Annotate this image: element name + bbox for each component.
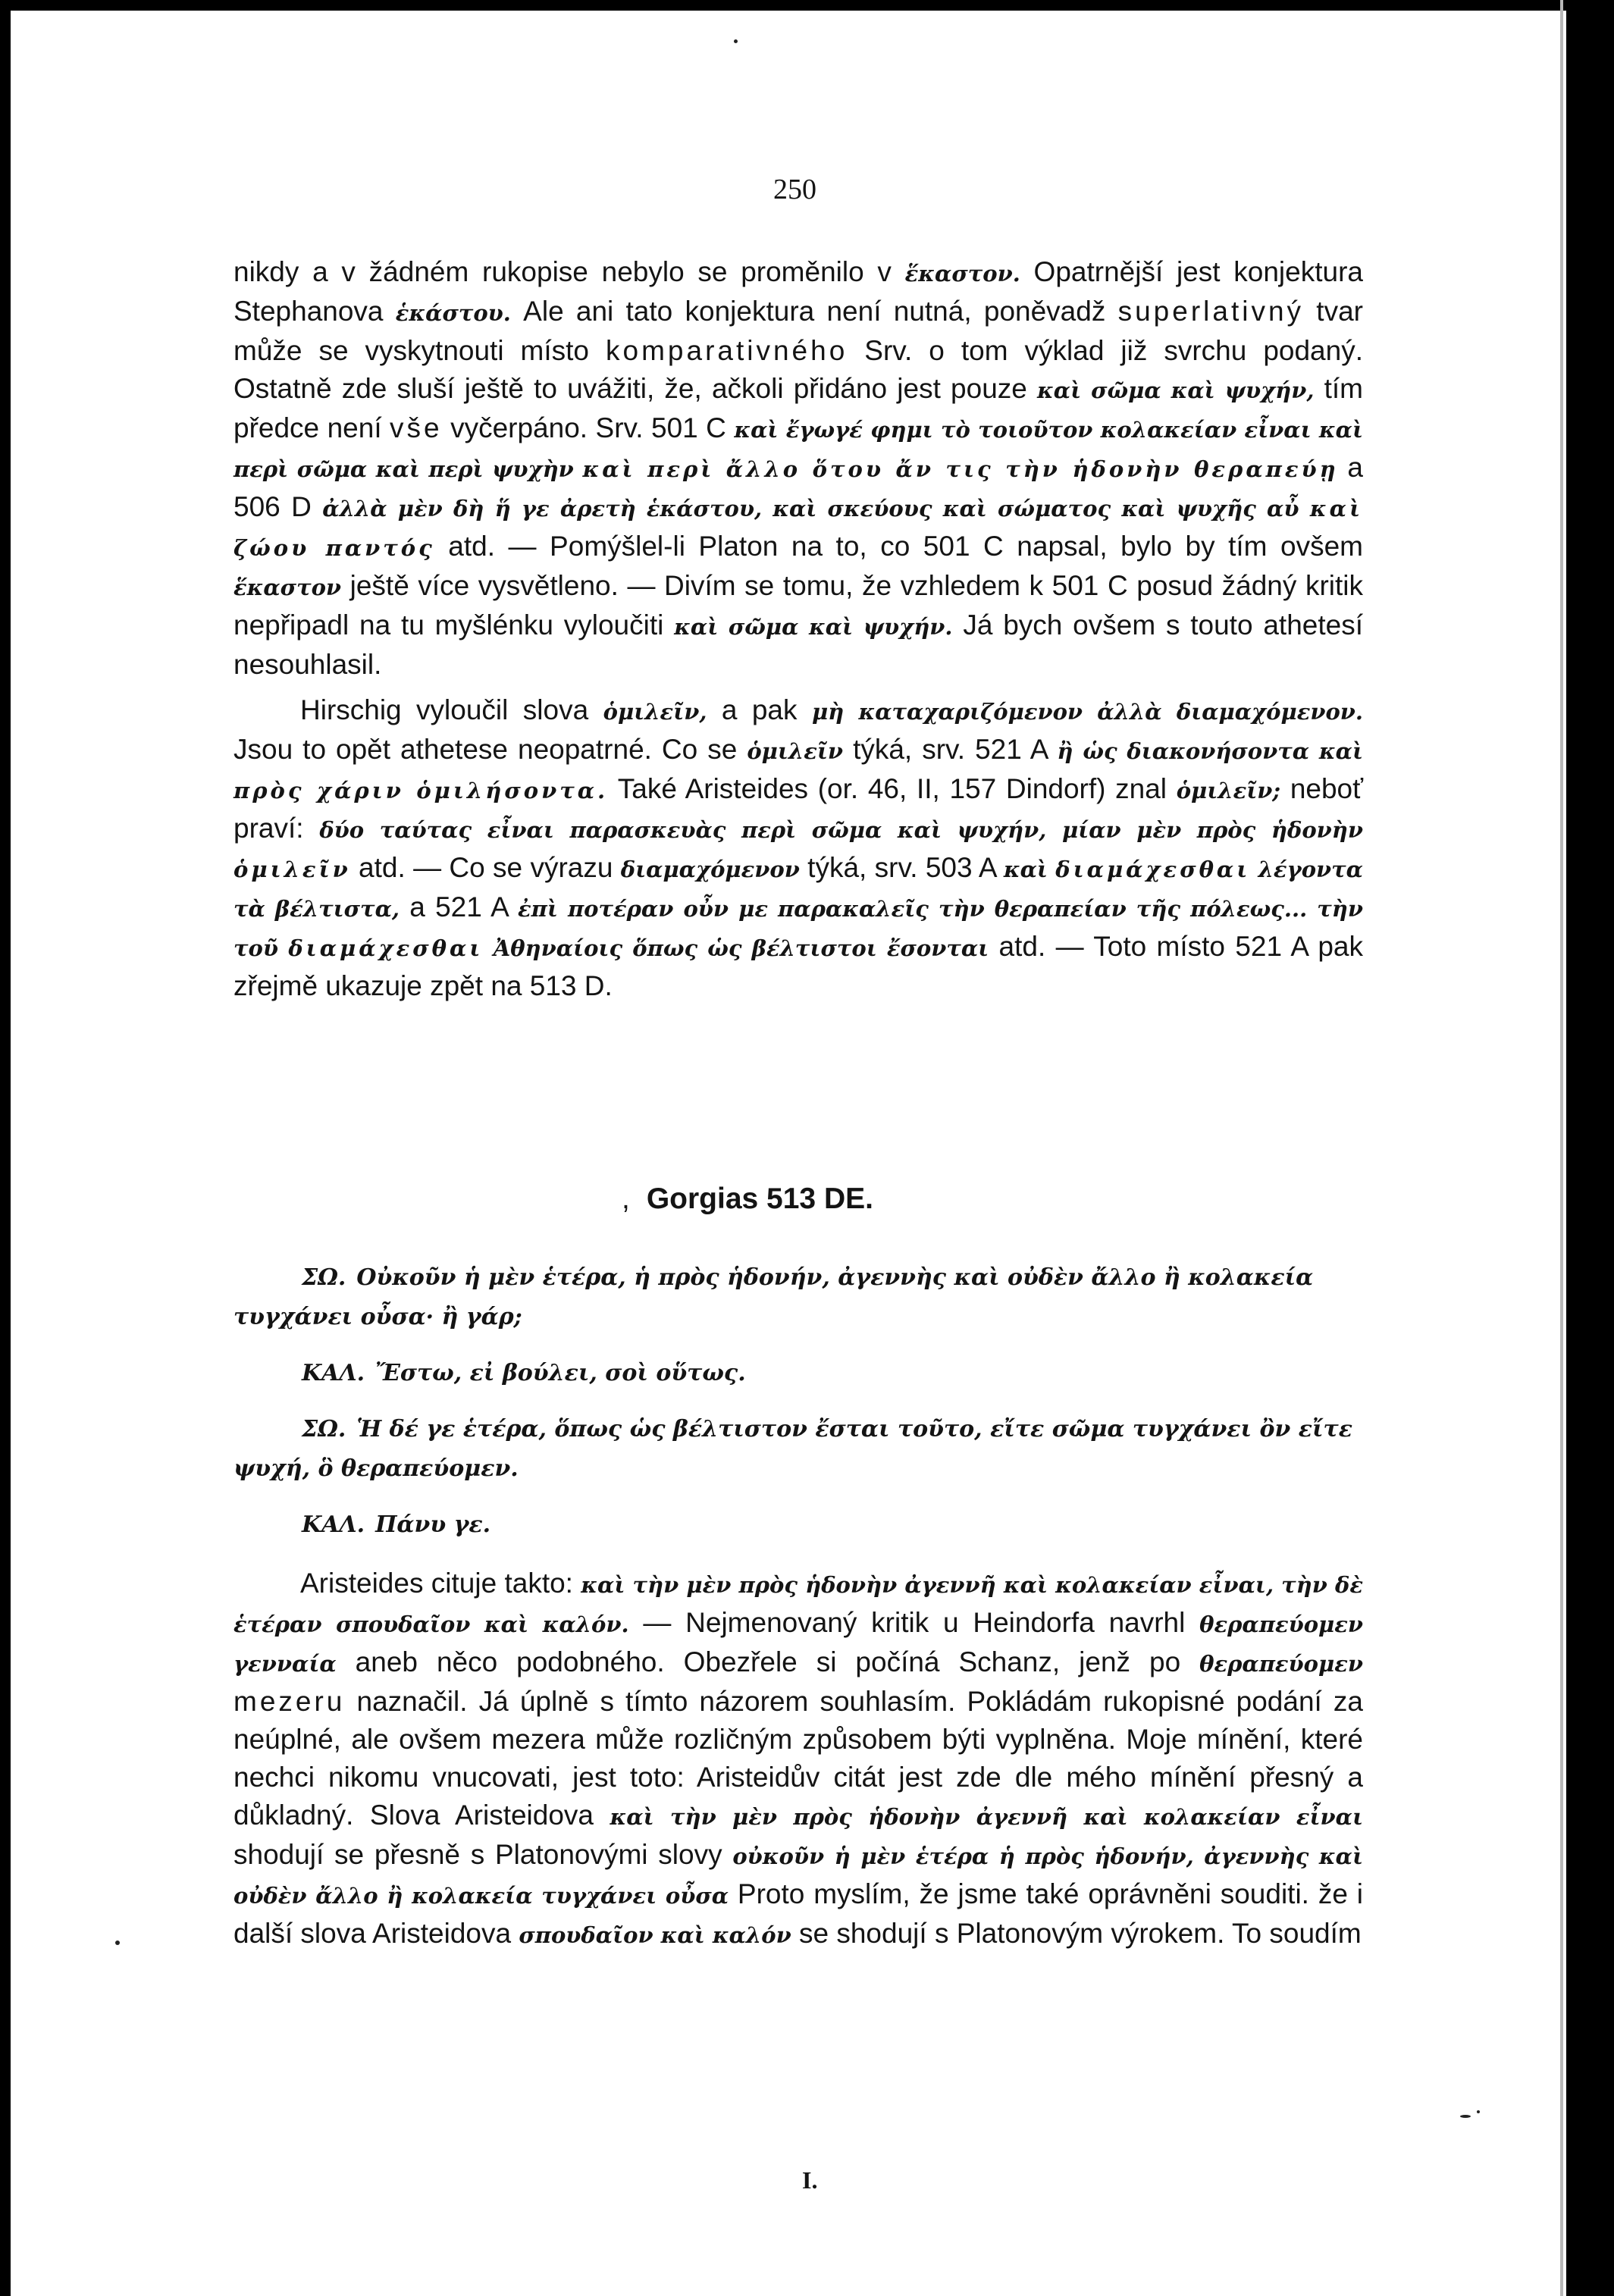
text-run: a 521 A xyxy=(400,891,518,922)
text-run xyxy=(574,452,583,483)
greek-quote: καὶ ἔγωγέ φημι τὸ τοιοῦτον κολακείαν εἶναι καὶ περὶ σῶμα καὶ περὶ ψυχὴν xyxy=(233,417,1363,482)
page-number: 250 xyxy=(773,174,816,205)
scan-speck xyxy=(115,1940,120,1945)
dialogue-line xyxy=(233,1410,1363,1489)
paragraph-2 xyxy=(233,691,1363,1005)
text-run xyxy=(1299,491,1310,522)
emphasis-spaced: mezeru xyxy=(233,1686,346,1717)
text-run: aneb něco podobného. Obezřele si počíná Schanz, jenž po xyxy=(336,1646,1200,1677)
text-run: shodují se přesně s Platonovými slovy xyxy=(233,1839,733,1870)
text-run: Aristeides cituje takto: xyxy=(300,1568,581,1599)
greek-quote: καὶ τὴν μὲν πρὸς ἡδονὴν ἀγεννῆ καὶ κολακείαν εἶναι, τὴν δὲ ἑτέραν σπουδαῖον καὶ καλόν. xyxy=(233,1572,1363,1637)
greek-quote: Ἀθηναίοις ὅπως ὡς βέλτιστοι ἔσονται xyxy=(493,935,989,961)
text-run: Ale ani tato konjektura není nutná, poněvadž xyxy=(510,296,1118,327)
greek-quote-spaced: καὶ ζώου παντός xyxy=(233,496,1363,561)
greek-quote: δύο ταύτας εἶναι παρασκευὰς περὶ σῶμα καὶ ψυχήν, μίαν μὲν πρὸς ἡδονὴν xyxy=(319,817,1363,843)
emphasis-spaced: vše xyxy=(390,412,443,443)
emphasis-spaced: komparativného xyxy=(606,335,848,366)
text-run: tvar může se vyskytnouti místo xyxy=(233,296,1363,366)
text-run xyxy=(278,931,288,962)
body-text xyxy=(233,253,1363,1005)
text-run: Hirschig vyloučil slova xyxy=(300,694,603,725)
text-run: nikdy a v žádném rukopise nebylo se proměnilo v xyxy=(233,256,905,287)
text-run: ještě více vysvětleno. — Divím se tomu, že vzhledem k 501 C posud žádný kritik nepřipadl na tu myšlénku vyloučiti xyxy=(233,570,1363,641)
greek-quote: καὶ σῶμα καὶ ψυχήν, xyxy=(1037,377,1315,403)
text-run: a pak xyxy=(707,694,812,725)
dialogue-text: Οὐκοῦν ἡ μὲν ἑτέρα, ἡ πρὸς ἡδονήν, ἀγεννὴς καὶ οὐδὲν ἄλλο ἢ κολακεία τυγχάνει οὖσα· ἢ γάρ; xyxy=(233,1264,1314,1330)
greek-quote: μὴ καταχαριζόμενον ἀλλὰ διαμαχόμενον. xyxy=(811,699,1364,725)
dialogue-speaker: ΚΑΛ. xyxy=(302,1511,365,1538)
greek-quote-spaced: διαμάχεσθαι xyxy=(288,935,484,961)
greek-quote: ἐπὶ ποτέραν οὖν με παρακαλεῖς τὴν θεραπείαν τῆς πόλεως... τὴν τοῦ xyxy=(233,896,1364,961)
body-text-2 xyxy=(233,1565,1363,1954)
signature-mark: I. xyxy=(802,2166,818,2194)
paragraph-1 xyxy=(233,253,1363,684)
text-run: Jsou to opět athetese neopatrné. Co se xyxy=(233,734,747,765)
scan-border-right xyxy=(1566,0,1614,2296)
greek-quote: καὶ τὴν μὲν πρὸς ἡδονὴν ἀγεννῆ καὶ κολακείαν εἶναι xyxy=(610,1804,1363,1830)
text-run: Srv. o tom výklad již svrchu podaný. Ostatně zde sluší ještě to uvážiti, že, ačkoli přidáno jest pouze xyxy=(233,335,1363,404)
emphasis-spaced: superlativný xyxy=(1117,296,1305,327)
greek-quote: καὶ xyxy=(1003,857,1048,882)
greek-quote-spaced: διαμάχεσθαι xyxy=(1055,857,1251,882)
greek-quote-spaced: ὁμιλεῖν xyxy=(233,857,351,882)
greek-quote: ὁμιλεῖν; xyxy=(1176,778,1281,803)
dialogue-text: Πάνυ γε. xyxy=(375,1511,491,1538)
text-run: Také Aristeides (or. 46, II, 157 Dindorf) znal xyxy=(608,773,1177,804)
text-run xyxy=(483,931,493,962)
text-run: naznačil. Já úplně s tímto názorem souhlasím. Pokládám rukopisné podání za neúplné, ale ovšem mezera může rozličným způsobem býti vyplněna. Moje mínění, které nechci nikomu vnucovati, jest toto: Aristeidův citát jest zde dle mého mínění přesný a důkladný. Slova Aristeidova xyxy=(233,1686,1363,1831)
text-run xyxy=(1048,852,1055,883)
greek-quote: οὐκοῦν ἡ μὲν ἑτέρα ἡ πρὸς ἡδονήν, ἀγεννὴς καὶ οὐδὲν ἄλλο ἢ κολακεία τυγχάνει οὖσα xyxy=(233,1843,1363,1909)
greek-quote: λέγοντα τὰ βέλτιστα, xyxy=(233,857,1363,922)
scan-border-left xyxy=(0,0,11,2296)
greek-quote: θεραπεύομεν γενναία xyxy=(233,1612,1364,1677)
greek-quote: ἕκαστον xyxy=(233,575,342,600)
section-heading xyxy=(622,1182,873,1216)
heading-title: Gorgias 513 DE. xyxy=(646,1182,873,1215)
greek-quote: ἢ ὡς διακονήσοντα καὶ xyxy=(1057,738,1363,764)
dialogue-speaker: ΣΩ. xyxy=(302,1416,346,1442)
text-run: — Nejmenovaný kritik u Heindorfa navrhl xyxy=(628,1607,1200,1638)
greek-quote: ἑκάστου. xyxy=(395,300,511,326)
dialogue-speaker: ΚΑΛ. xyxy=(302,1360,365,1386)
dialogue-speaker: ΣΩ. xyxy=(302,1264,346,1291)
dialogue-line xyxy=(233,1505,1363,1545)
text-run: neboť praví: xyxy=(233,773,1364,844)
greek-quote-spaced: πρὸς χάριν ὁμιλήσοντα. xyxy=(233,778,609,803)
scan-speck xyxy=(734,39,738,43)
greek-quote: σπουδαῖον καὶ καλόν xyxy=(519,1922,791,1948)
text-run: atd. — Co se výrazu xyxy=(350,852,621,883)
text-run: atd. — Toto místo 521 A pak zřejmě ukazuje zpět na 513 D. xyxy=(233,931,1363,1001)
dialogue-line xyxy=(233,1258,1363,1337)
greek-quote: καὶ σῶμα καὶ ψυχήν. xyxy=(674,614,953,640)
greek-quote: θεραπεύομεν xyxy=(1199,1651,1363,1677)
scan-speck xyxy=(1477,2110,1480,2113)
scan-speck xyxy=(1460,2115,1471,2118)
text-run: vyčerpáno. Srv. 501 C xyxy=(442,412,735,443)
scan-border-top xyxy=(0,0,1614,11)
greek-quote-spaced: καὶ περὶ ἄλλο ὅτου ἄν τις τὴν ἡδονὴν θεραπεύῃ xyxy=(582,456,1339,482)
text-run: tím předce není xyxy=(233,373,1363,443)
dialogue-text: Ἡ δέ γε ἑτέρα, ὅπως ὡς βέλτιστον ἔσται τοῦτο, εἴτε σῶμα τυγχάνει ὂν εἴτε ψυχή, ὃ θεραπεύομεν. xyxy=(233,1416,1352,1482)
greek-quote: ἀλλὰ μὲν δὴ ἥ γε ἀρετὴ ἑκάστου, καὶ σκεύους καὶ σώματος καὶ ψυχῆς αὖ xyxy=(322,496,1299,522)
greek-quote: ἕκαστον. xyxy=(904,261,1020,287)
greek-quote: ὁμιλεῖν, xyxy=(603,699,707,725)
text-run: Já bych ovšem s touto athetesí nesouhlasil. xyxy=(233,609,1363,680)
heading-comma: , xyxy=(622,1182,630,1215)
greek-quote: διαμαχόμενον xyxy=(620,857,800,882)
dialogue-line xyxy=(233,1354,1363,1393)
text-run: a 506 D xyxy=(233,452,1364,522)
text-run: Proto myslím, že jsme také oprávněni souditi. že i další slova Aristeidova xyxy=(233,1878,1364,1949)
scan-border-right-edge xyxy=(1560,0,1563,2296)
dialogue-quote xyxy=(233,1258,1363,1561)
text-run: týká, srv. 521 A xyxy=(843,734,1058,765)
text-run: se shodují s Platonovým výrokem. To soudím xyxy=(791,1918,1362,1949)
text-run: týká, srv. 503 A xyxy=(799,852,1004,883)
text-run: Opatrnější jest konjektura Stephanova xyxy=(233,256,1363,327)
text-run: atd. — Pomýšlel-li Platon na to, co 501 C napsal, bylo by tím ovšem xyxy=(434,531,1363,562)
paragraph-3 xyxy=(233,1565,1363,1954)
text-run xyxy=(1250,852,1258,883)
dialogue-text: Ἔστω, εἰ βούλει, σοὶ οὕτως. xyxy=(375,1360,746,1386)
greek-quote: ὁμιλεῖν xyxy=(747,738,844,764)
